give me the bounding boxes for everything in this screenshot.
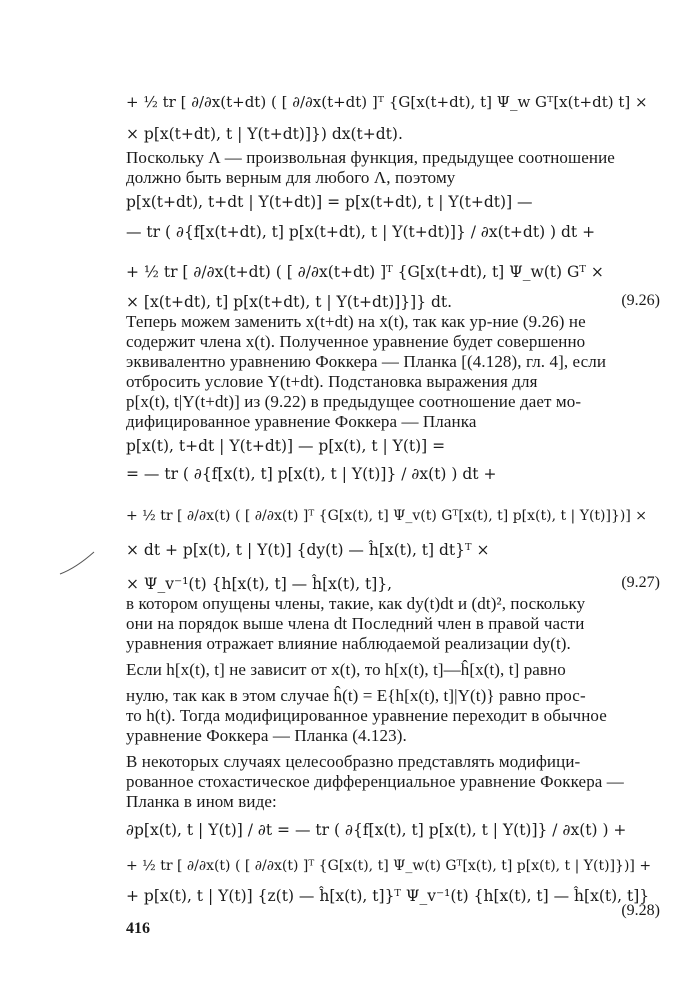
equation-line: + ½ tr [ ∂/∂x(t) ( [ ∂/∂x(t) ]ᵀ {G[x(t), t] Ψ_w(t) Gᵀ[x(t), t] p[x(t), t | Y(t)]})] + — [126, 858, 652, 874]
equation-line: ∂p[x(t), t | Y(t)] / ∂t = — tr ( ∂{f[x(t), t] p[x(t), t | Y(t)]} / ∂x(t) ) + — [126, 821, 627, 839]
equation-line: — tr ( ∂{f[x(t+dt), t] p[x(t+dt), t | Y(t+dt)]} / ∂x(t+dt) ) dt + — [126, 223, 596, 241]
text-line: должно быть верным для любого Λ, поэтому — [126, 168, 456, 187]
equation-line: = — tr ( ∂{f[x(t), t] p[x(t), t | Y(t)]} / ∂x(t) ) dt + — [126, 465, 497, 483]
text-line: в котором опущены члены, такие, как dy(t)dt и (dt)², поскольку — [126, 594, 586, 613]
text-line: p[x(t), t|Y(t+dt)] из (9.22) в предыдущее соотношение дает мо- — [126, 392, 582, 411]
equation-line: × p[x(t+dt), t | Y(t+dt)]}) dx(t+dt). — [126, 125, 403, 143]
equation-line: + ½ tr [ ∂/∂x(t+dt) ( [ ∂/∂x(t+dt) ]ᵀ {G[x(t+dt), t] Ψ_w Gᵀ[x(t+dt) t] × — [126, 93, 648, 111]
text-line: уравнение Фоккера — Планка (4.123). — [126, 726, 407, 745]
equation-line: + ½ tr [ ∂/∂x(t) ( [ ∂/∂x(t) ]ᵀ {G[x(t), t] Ψ_v(t) Gᵀ[x(t), t] p[x(t), t | Y(t)]})] × — [126, 508, 647, 524]
text-line: они на порядок выше члена dt Последний член в правой части — [126, 614, 585, 633]
page-number: 416 — [126, 920, 150, 937]
text-line: нулю, так как в этом случае ĥ(t) = E{h[x(t), t]|Y(t)} равно прос- — [126, 686, 586, 705]
text-line: рованное стохастическое дифференциальное уравнение Фоккера — — [126, 772, 624, 791]
equation-line: × Ψ_v⁻¹(t) {h[x(t), t] — ĥ[x(t), t]}, — [126, 575, 393, 593]
equation-line: + ½ tr [ ∂/∂x(t+dt) ( [ ∂/∂x(t+dt) ]ᵀ {G[x(t+dt), t] Ψ_w(t) Gᵀ × — [126, 263, 604, 281]
equation-line: + p[x(t), t | Y(t)] {z(t) — ĥ[x(t), t]}ᵀ Ψ_v⁻¹(t) {h[x(t), t] — ĥ[x(t), t]} — [126, 887, 650, 905]
text-line: Если h[x(t), t] не зависит от x(t), то h[x(t), t]—ĥ[x(t), t] равно — [126, 660, 566, 679]
pencil-mark-icon — [58, 548, 98, 578]
equation-line: p[x(t+dt), t+dt | Y(t+dt)] = p[x(t+dt), t | Y(t+dt)] — — [126, 193, 533, 211]
text-line: Поскольку Λ — произвольная функция, предыдущее соотношение — [126, 148, 615, 167]
text-line: Теперь можем заменить x(t+dt) на x(t), так как ур-ние (9.26) не — [126, 312, 586, 331]
text-line: Планка в ином виде: — [126, 792, 277, 811]
equation-number: (9.28) — [621, 902, 660, 919]
text-line: дифицированное уравнение Фоккера — Планка — [126, 412, 477, 431]
text-line: содержит члена x(t). Полученное уравнение будет совершенно — [126, 332, 586, 351]
text-line: уравнения отражает влияние наблюдаемой реализации dy(t). — [126, 634, 571, 653]
equation-line: × [x(t+dt), t] p[x(t+dt), t | Y(t+dt)]}]} dt. — [126, 293, 453, 311]
text-line: то h(t). Тогда модифицированное уравнение переходит в обычное — [126, 706, 607, 725]
equation-line: × dt + p[x(t), t | Y(t)] {dy(t) — ĥ[x(t), t] dt}ᵀ × — [126, 541, 490, 559]
text-line: отбросить условие Y(t+dt). Подстановка выражения для — [126, 372, 538, 391]
equation-number: (9.26) — [621, 292, 660, 309]
text-line: эквивалентно уравнению Фоккера — Планка [(4.128), гл. 4], если — [126, 352, 607, 371]
equation-number: (9.27) — [621, 574, 660, 591]
text-line: В некоторых случаях целесообразно представлять модифици- — [126, 752, 581, 771]
equation-line: p[x(t), t+dt | Y(t+dt)] — p[x(t), t | Y(t)] = — [126, 437, 446, 455]
